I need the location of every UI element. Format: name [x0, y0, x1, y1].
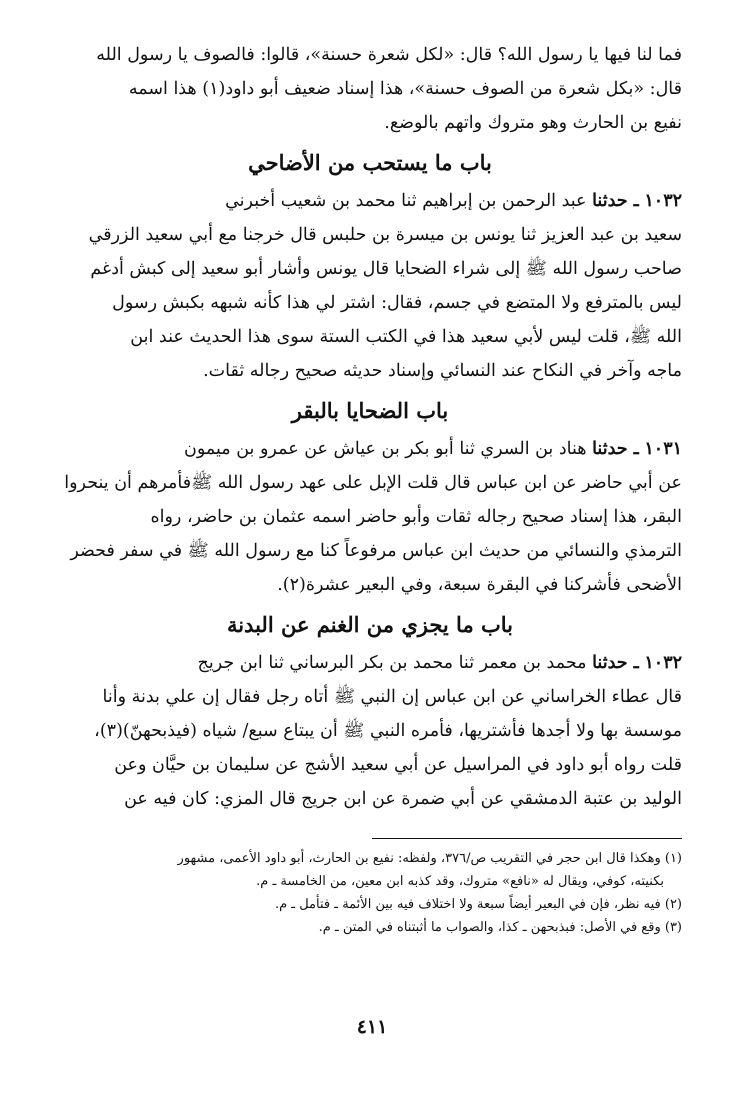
- text-segment: عبد الرحمن بن إبراهيم ثنا محمد بن شعيب أخبرني: [225, 191, 587, 211]
- hadith-paragraph: [58, 646, 682, 816]
- text-line: الأضحى فأشركنا في البقرة سبعة، وفي البعير عشرة(٢).: [277, 575, 682, 595]
- text-line: ماجه وآخر في النكاح عند النسائي وإسناد حديثه صحيح رجاله ثقات.: [203, 361, 682, 381]
- haddathana-label: ـ حدثنا: [592, 439, 639, 459]
- footnote-separator: [372, 838, 682, 839]
- text-line: قال عطاء الخراساني عن ابن عباس إن النبي ﷺ أتاه رجل فقال إن علي بدنة وأنا: [102, 687, 682, 707]
- text-line: موسسة بها ولا أجدها فأشتريها، فأمره النبي ﷺ أن يبتاع سبع/ شياه (فيذبحهنّ)(٣)،: [94, 721, 682, 741]
- document-page: [58, 38, 682, 1070]
- page-number: ٤١١: [356, 1016, 388, 1038]
- intro-paragraph: [58, 38, 682, 140]
- section-heading: باب ما يستحب من الأضاحي: [248, 150, 492, 175]
- text-line: الله ﷺ، قلت ليس لأبي سعيد هذا في الكتب الستة سوى هذا الحديث عند ابن: [130, 327, 682, 347]
- text-line: صاحب رسول الله ﷺ إلى شراء الضحايا قال يونس وأشار أبو سعيد إلى كبش أدغم: [90, 259, 682, 279]
- text-segment: هناد بن السري ثنا أبو بكر بن عياش عن عمرو بن ميمون: [183, 439, 587, 459]
- text-line: الوليد بن عتبة الدمشقي عن أبي ضمرة عن ابن جريج قال المزي: كان فيه عن: [124, 789, 682, 809]
- text-line: نفيع بن الحارث وهو متروك واتهم بالوضع.: [384, 113, 682, 133]
- hadith-paragraph: [58, 432, 682, 602]
- hadith-number: ١٠٣٢: [644, 191, 682, 211]
- text-line: البقر، هذا إسناد صحيح رجاله ثقات وأبو حاضر اسمه عثمان بن حاضر، رواه: [150, 507, 682, 527]
- footnote-line: (٢) فيه نظر، فإن في البعير أيضاً سبعة ولا اختلاف فيه بين الأئمة ـ فتأمل ـ م.: [274, 897, 682, 912]
- haddathana-label: ـ حدثنا: [592, 191, 639, 211]
- footnote-line: بكنيته، كوفي، ويقال له «نافع» متروك، وقد كذبه ابن معين، من الخامسة ـ م.: [256, 874, 664, 889]
- footnote-line: (٣) وقع في الأصل: فبذبحهن ـ كذا، والصواب ما أثبتناه في المتن ـ م.: [318, 920, 682, 935]
- text-line: [58, 184, 682, 218]
- text-line: [58, 646, 682, 680]
- section-heading: باب ما يجزي من الغنم عن البدنة: [226, 612, 514, 637]
- hadith-number: ١٠٣١: [644, 439, 682, 459]
- text-line: الترمذي والنسائي من حديث ابن عباس مرفوعاً كنا مع رسول الله ﷺ في سفر فحضر: [70, 541, 682, 561]
- hadith-paragraph: [58, 184, 682, 388]
- section-heading: باب الضحايا بالبقر: [291, 398, 449, 423]
- text-line: قال: «بكل شعرة من الصوف حسنة»، هذا إسناد ضعيف أبو داود(١) هذا اسمه: [128, 79, 682, 99]
- footnote-line: (١) وهكذا قال ابن حجر في التقريب ص/٣٧٦، ولفظه: نفيع بن الحارث، أبو داود الأعمى، مشهور: [177, 851, 682, 866]
- haddathana-label: ـ حدثنا: [592, 653, 639, 673]
- footnotes: [58, 847, 682, 939]
- text-line: [58, 432, 682, 466]
- text-line: عن أبي حاضر عن ابن عباس قال قلت الإبل على عهد رسول الله ﷺفأمرهم أن ينحروا: [64, 473, 682, 493]
- text-segment: محمد بن معمر ثنا محمد بن بكر البرساني ثنا ابن جريج: [197, 653, 587, 673]
- text-line: ليس بالمترفع ولا المتضع في جسم، فقال: اشتر لي هذا كأنه شبهه بكبش رسول: [112, 293, 682, 313]
- text-line: فما لنا فيها يا رسول الله؟ قال: «لكل شعرة حسنة»، قالوا: فالصوف يا رسول الله: [96, 45, 682, 65]
- hadith-number: ١٠٣٢: [644, 653, 682, 673]
- text-line: قلت رواه أبو داود في المراسيل عن أبي سعيد الأشج عن سليمان بن حيَّان وعن: [114, 755, 682, 775]
- text-line: سعيد بن عبد العزيز ثنا يونس بن ميسرة بن حلبس قال خرجنا مع أبي سعيد الزرقي: [88, 225, 682, 245]
